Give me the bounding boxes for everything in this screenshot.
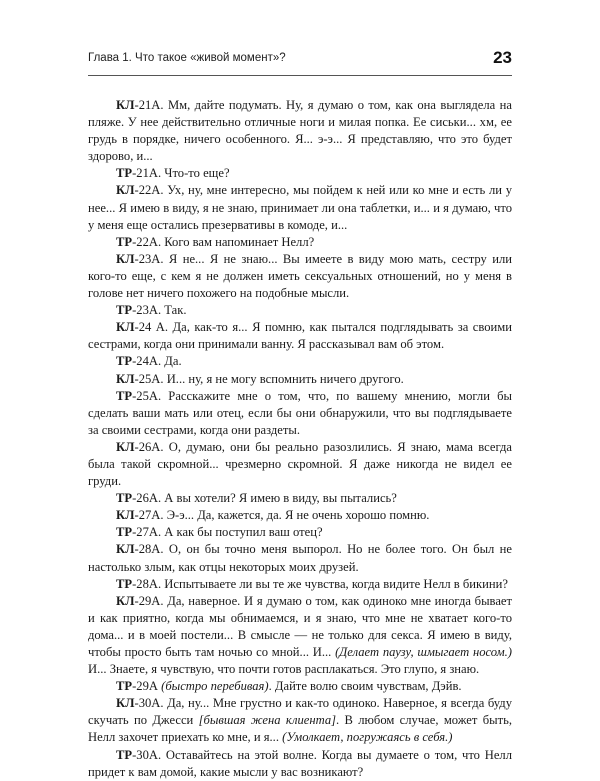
speaker-label: ТР <box>116 234 133 249</box>
speaker-label: КЛ <box>116 98 135 112</box>
paragraph-text: -26А. А вы хотели? Я имею в виду, вы пытались? <box>132 491 397 506</box>
dialogue-paragraph <box>88 302 512 319</box>
paragraph-text: -23А. Так. <box>132 303 187 318</box>
paragraph-text: -30А. Да, ну... Мне грустно и как-то одиноко. Наверное, я всегда буду скучать по Джесси <box>88 696 512 728</box>
speaker-label: ТР <box>116 303 133 318</box>
dialogue-paragraph <box>88 353 512 370</box>
paragraph-text: -24А. Да. <box>132 354 182 369</box>
dialogue-paragraph <box>88 524 512 541</box>
dialogue-paragraph <box>88 439 512 490</box>
chapter-title: Глава 1. Что такое «живой момент»? <box>88 52 286 64</box>
dialogue-paragraph <box>88 234 512 251</box>
dialogue-paragraph <box>88 593 512 678</box>
paragraph-text: -28А. О, он бы точно меня выпорол. Но не более того. Он был не настолько злым, как отцы некоторых моих друзей. <box>88 542 512 574</box>
dialogue-paragraph <box>88 371 512 388</box>
paragraph-text: -22А. Кого вам напоминает Нелл? <box>132 234 315 249</box>
speaker-label: КЛ <box>116 320 135 335</box>
paragraph-text-continued: . В любом случае, может быть, Нелл захочет приехать ко мне, и я... <box>88 713 512 745</box>
dialogue-paragraph <box>88 576 512 593</box>
paragraph-text: -27А. А как бы поступил ваш отец? <box>132 525 323 540</box>
speaker-label: ТР <box>116 679 133 694</box>
paragraph-text: -28А. Испытываете ли вы те же чувства, когда видите Нелл в бикини? <box>132 576 508 591</box>
speaker-label: КЛ <box>116 696 135 711</box>
page-number: 23 <box>493 48 512 67</box>
speaker-label: КЛ <box>116 593 135 608</box>
paragraph-text: -29А <box>132 679 158 694</box>
paragraph-text-continued: И... Знаете, я чувствую, что почти готов расплакаться. Это глупо, я знаю. <box>88 662 480 677</box>
paragraph-text: -27А. Э-э... Да, кажется, да. Я не очень хорошо помню. <box>134 508 430 523</box>
speaker-label: ТР <box>116 747 133 762</box>
header-divider <box>88 75 512 76</box>
speaker-label: ТР <box>116 166 133 181</box>
paragraph-text: -22А. Ух, ну, мне интересно, мы пойдем к ней или ко мне и есть ли у нее... Я имею в виду, я не знаю, принимает ли она таблетки, и... и я думаю, что у меня еще остались презервативы в комоде, и... <box>88 183 512 232</box>
paragraph-text: -21А. Что-то еще? <box>132 166 230 181</box>
speaker-label: КЛ <box>116 183 135 198</box>
dialogue-paragraph <box>88 541 512 575</box>
speaker-label: КЛ <box>116 371 135 386</box>
dialogue-paragraph <box>88 319 512 353</box>
speaker-label: ТР <box>116 388 133 403</box>
dialogue-paragraph <box>88 388 512 439</box>
stage-direction: (быстро перебивая) <box>161 679 269 694</box>
dialogue-paragraph <box>88 165 512 182</box>
paragraph-text-continued: . Дайте волю своим чувствам, Дэйв. <box>268 679 462 694</box>
speaker-label: КЛ <box>116 251 135 266</box>
dialogue-paragraph <box>88 97 512 165</box>
speaker-label: КЛ <box>116 542 135 557</box>
dialogue-paragraph <box>88 678 512 695</box>
paragraph-text: -25А. И... ну, я не могу вспомнить ничего другого. <box>134 371 404 386</box>
speaker-label: КЛ <box>116 439 135 454</box>
speaker-label: ТР <box>116 525 133 540</box>
running-header <box>88 48 512 70</box>
paragraph-text: -26А. О, думаю, они бы реально разозлились. Я знаю, мама всегда была такой скромной... чрезмерно скромной. Я даже никогда не видел ее груди. <box>88 439 512 489</box>
stage-direction: (Делает паузу, шмыгает носом.) <box>335 645 512 659</box>
speaker-label: ТР <box>116 491 133 506</box>
dialogue-paragraph <box>88 695 512 746</box>
editorial-note: [бывшая жена клиента] <box>198 713 337 728</box>
speaker-label: КЛ <box>116 508 135 523</box>
speaker-label: ТР <box>116 354 133 369</box>
stage-direction: (Умолкает, погружаясь в себя.) <box>282 730 453 745</box>
paragraph-text: -24 А. Да, как-то я... Я помню, как пытался подглядывать за своими сестрами, когда они принимали ванну. Я рассказывал вам об этом. <box>88 320 512 352</box>
paragraph-text: -23А. Я не... Я не знаю... Вы имеете в виду мою мать, сестру или кого-то еще, с кем я не должен иметь сексуальных отношений, но у меня в голове нет ничего похожего на подобные мысли. <box>88 251 512 301</box>
dialogue-paragraph <box>88 490 512 507</box>
dialogue-body <box>88 97 512 781</box>
dialogue-paragraph <box>88 182 512 233</box>
paragraph-text: -25А. Расскажите мне о том, что, по вашему мнению, могли бы сделать ваши мать или отец, если бы они обнаружили, что вы подглядываете за своими сестрами, когда они раздеты. <box>88 388 512 437</box>
dialogue-paragraph <box>88 747 512 781</box>
paragraph-text: -29А. Да, наверное. И я думаю о том, как одиноко мне иногда бывает и как приятно, когда мы обнимаемся, и я знаю, что мне не хватает кого-то дома... и в моей постели... В смысле — не только для секса. Я имею в виду, чтобы просто быть там ночью со мной... И... <box>88 593 512 659</box>
paragraph-text: -30А. Оставайтесь на этой волне. Когда вы думаете о том, что Нелл придет к вам домой, какие мысли у вас возникают? <box>88 747 512 779</box>
speaker-label: ТР <box>116 576 133 591</box>
dialogue-paragraph <box>88 251 512 302</box>
dialogue-paragraph <box>88 507 512 524</box>
paragraph-text: -21А. Мм, дайте подумать. Ну, я думаю о том, как она выглядела на пляже. У нее действительно отличные ноги и милая попка. Ее сиськи... хм, ее грудь в порядке, ничего особенного. Я... э-э... Я представляю, что это будет здорово, и... <box>88 98 512 164</box>
